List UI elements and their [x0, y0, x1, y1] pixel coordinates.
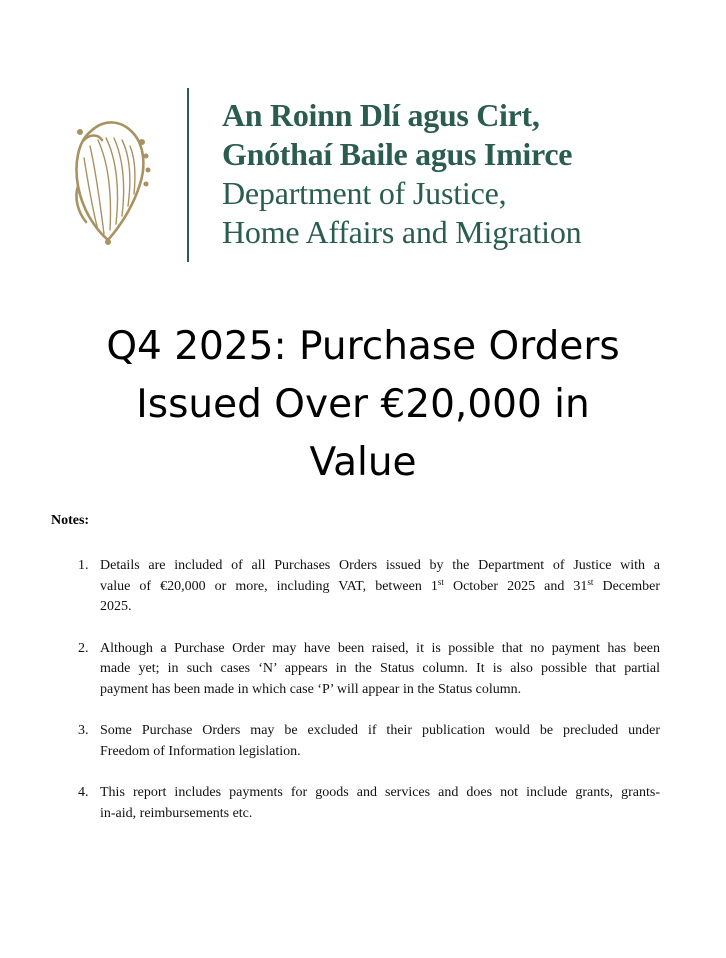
note-item [74, 721, 660, 762]
note-item [74, 639, 660, 701]
ordinal-suffix: st [437, 576, 444, 587]
note-text-line: in-aid, reimbursements etc. [100, 805, 253, 821]
department-name-irish-line1: An Roinn Dlí agus Cirt, [222, 97, 540, 133]
department-name [222, 96, 702, 252]
note-text-line: payment has been made in which case ‘P’ will appear in the Status column. [100, 681, 522, 697]
note-text-line: Some Purchase Orders may be excluded if their publication would be precluded under [100, 723, 660, 738]
note-item [74, 783, 660, 824]
page-title [30, 318, 696, 492]
note-text-line: Details are included of all Purchases Orders issued by the Department of Justice with a [100, 558, 660, 573]
department-name-english-line1: Department of Justice, [222, 175, 507, 211]
header-divider [187, 88, 189, 262]
note-number: 4. [78, 785, 89, 800]
note-number: 2. [78, 640, 89, 656]
department-name-english-line2: Home Affairs and Migration [222, 214, 582, 250]
note-text-line: Freedom of Information legislation. [100, 743, 301, 759]
note-text-line: value of €20,000 or more, including VAT, between 1st October 2025 and 31st December [100, 576, 660, 594]
page-title-line2: Issued Over €20,000 in [136, 382, 590, 427]
ordinal-suffix: st [587, 576, 594, 587]
note-number: 3. [78, 723, 89, 738]
note-text-line: This report includes payments for goods and services and does not include grants, grants- [100, 785, 660, 800]
note-text-line: 2025. [100, 599, 132, 614]
note-number: 1. [78, 558, 89, 573]
note-text-line: Although a Purchase Order may have been raised, it is possible that no payment has been [100, 640, 660, 656]
harp-icon [64, 112, 156, 250]
page-title-line3: Value [309, 440, 417, 485]
department-name-irish-line2: Gnóthaí Baile agus Imirce [222, 136, 573, 172]
notes-heading: Notes: [51, 513, 90, 528]
note-item [74, 556, 660, 618]
notes-list [74, 556, 660, 845]
note-text-line: made yet; in such cases ‘N’ appears in the Status column. It is also possible that partial [100, 661, 660, 676]
page-title-line1: Q4 2025: Purchase Orders [106, 324, 620, 369]
